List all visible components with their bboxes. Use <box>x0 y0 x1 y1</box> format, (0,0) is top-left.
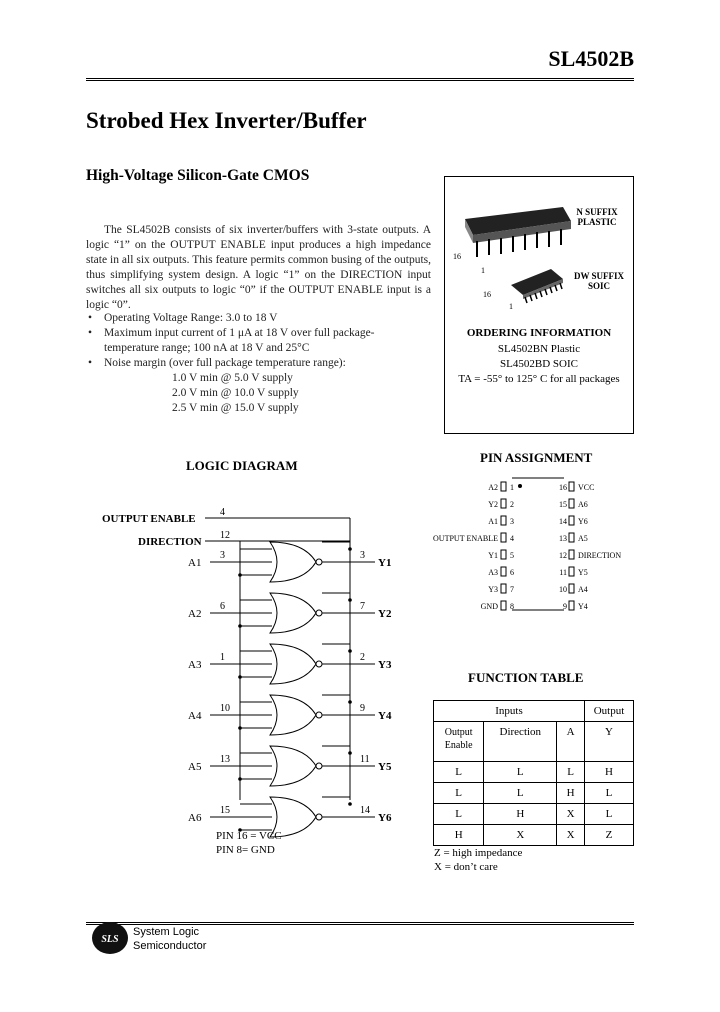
pin-left-name: OUTPUT ENABLE <box>433 534 498 543</box>
logic-diagram-title: LOGIC DIAGRAM <box>186 458 298 473</box>
function-cell: L <box>484 762 557 783</box>
function-cell: L <box>434 762 484 783</box>
gate-input-pin: 15 <box>220 805 230 816</box>
gate-input-pin: 13 <box>220 754 230 765</box>
function-table-title: FUNCTION TABLE <box>468 670 584 685</box>
package-box <box>444 176 634 434</box>
gate-output-pin: 7 <box>360 601 365 612</box>
pin-box-icon <box>569 550 574 559</box>
order-plastic: SL4502BN Plastic <box>497 343 581 355</box>
gate-output-pin: 14 <box>360 805 370 816</box>
gate-output-pin: 2 <box>360 652 365 663</box>
pin-left-name: Y3 <box>488 585 498 594</box>
gate-input-label: A6 <box>188 812 202 824</box>
pin-left-num: 3 <box>510 517 514 526</box>
soic-pin16-label: 16 <box>483 290 491 299</box>
dip-pin16-label: 16 <box>453 252 461 261</box>
pin-left-num: 1 <box>510 483 514 492</box>
dir-label: DIRECTION <box>138 536 202 548</box>
description-text: The SL4502B consists of six inverter/buffers with 3-state outputs. A logic “1” on the OUTPUT ENABLE input produces a high impedance state in all six outputs. This feature permits common busing of the outputs, thus simplifying system design. A logic “1” on the DIRECTION input switches all six outputs to logic “0” if the OUTPUT ENABLE input is a logic “0”. <box>86 224 431 311</box>
function-cell: X <box>557 804 585 825</box>
col-y: Y <box>585 722 634 762</box>
function-cell: L <box>585 804 634 825</box>
pin-box-icon <box>501 601 506 610</box>
nor-gate-1 <box>188 542 391 582</box>
x-note: X = don’t care <box>434 861 498 873</box>
pin-right-name: Y6 <box>578 517 588 526</box>
function-cell: L <box>484 783 557 804</box>
pin-right-name: DIRECTION <box>578 551 622 560</box>
pin-box-icon <box>501 482 506 491</box>
dip-pin1-label: 1 <box>481 266 485 275</box>
pin-row <box>488 482 594 492</box>
pin-note <box>216 829 282 857</box>
company-name-line1: System Logic <box>133 926 200 938</box>
nor-gate-3 <box>188 644 392 684</box>
gate-input-label: A5 <box>188 761 202 773</box>
function-cell: L <box>434 804 484 825</box>
pin-left-num: 5 <box>510 551 514 560</box>
gate-input-label: A2 <box>188 608 202 620</box>
pin-row <box>488 499 588 509</box>
pin-box-icon <box>569 516 574 525</box>
pin-box-icon <box>569 482 574 491</box>
gate-output-label: Y1 <box>378 557 392 569</box>
page-title: Strobed Hex Inverter/Buffer <box>86 108 367 133</box>
col-output-enable: Output Enable <box>434 722 484 762</box>
pin-left-name: A2 <box>488 483 498 492</box>
noise-line-3: 2.5 V min @ 15.0 V supply <box>172 402 299 414</box>
function-cell: Z <box>585 825 634 846</box>
package-illustration <box>445 177 633 317</box>
col-direction: Direction <box>484 722 557 762</box>
pin-right-num: 15 <box>559 500 567 509</box>
pin-assignment-title: PIN ASSIGNMENT <box>480 450 593 465</box>
pin-left-num: 2 <box>510 500 514 509</box>
col-a: A <box>557 722 585 762</box>
pin-left-name: Y1 <box>488 551 498 560</box>
pin-right-name: A5 <box>578 534 588 543</box>
pin1-dot-icon <box>518 484 522 488</box>
soic-pin1-label: 1 <box>509 302 513 311</box>
pin-box-icon <box>569 533 574 542</box>
function-row <box>434 825 634 846</box>
oe-pin: 4 <box>220 507 225 518</box>
pin-left-num: 7 <box>510 585 514 594</box>
pin-left-num: 8 <box>510 602 514 611</box>
pin-right-num: 11 <box>559 568 567 577</box>
inputs-header: Inputs <box>434 701 585 722</box>
part-number: SL4502B <box>548 46 634 71</box>
pin-row <box>488 567 588 577</box>
pin-right-name: A4 <box>578 585 588 594</box>
gate-input-pin: 6 <box>220 601 225 612</box>
gate-output-label: Y4 <box>378 710 392 722</box>
feature-list <box>86 311 431 416</box>
pin-box-icon <box>569 601 574 610</box>
nor-gate-4 <box>188 695 392 735</box>
gate-input-pin: 3 <box>220 550 225 561</box>
noise-line-2: 2.0 V min @ 10.0 V supply <box>172 387 299 399</box>
pin-right-num: 16 <box>559 483 567 492</box>
function-cell: X <box>484 825 557 846</box>
dir-pin: 12 <box>220 530 230 541</box>
sls-logo-icon <box>90 918 130 958</box>
feature-input-current: • Maximum input current of 1 μA at 18 V over full package- <box>86 326 431 341</box>
gate-output-label: Y3 <box>378 659 392 671</box>
function-cell: X <box>557 825 585 846</box>
pin-left-name: Y2 <box>488 500 498 509</box>
function-cell: L <box>434 783 484 804</box>
footer-divider <box>86 922 634 925</box>
noise-line-1: 1.0 V min @ 5.0 V supply <box>172 372 293 384</box>
gnd-note: PIN 8= GND <box>216 844 275 856</box>
gate-output-pin: 3 <box>360 550 365 561</box>
pin-row <box>488 584 588 594</box>
pin-box-icon <box>501 516 506 525</box>
function-cell: H <box>484 804 557 825</box>
pin-row <box>488 516 588 526</box>
gate-group <box>188 542 392 837</box>
feature-noise-margin: • Noise margin (over full package temperature range): <box>86 356 431 371</box>
function-cell: H <box>557 783 585 804</box>
gate-input-label: A1 <box>188 557 202 569</box>
function-cell: L <box>557 762 585 783</box>
title-divider <box>86 78 634 81</box>
description <box>86 223 431 313</box>
oe-label: OUTPUT ENABLE <box>102 513 196 525</box>
n-suffix-label: N SUFFIX PLASTIC <box>576 207 618 227</box>
pin-box-icon <box>569 584 574 593</box>
gate-output-label: Y6 <box>378 812 392 824</box>
ordering-info <box>445 342 633 387</box>
pin-right-name: Y4 <box>578 602 588 611</box>
pin-right-num: 12 <box>559 551 567 560</box>
function-cell: L <box>585 783 634 804</box>
pin-box-icon <box>501 567 506 576</box>
nor-gate-2 <box>188 593 392 633</box>
dw-suffix-label: DW SUFFIX SOIC <box>573 271 625 291</box>
function-cell: H <box>434 825 484 846</box>
vcc-note: PIN 16 = VCC <box>216 830 282 842</box>
pin-left-num: 4 <box>510 534 514 543</box>
pin-left-name: A3 <box>488 568 498 577</box>
output-header: Output <box>585 701 634 722</box>
gate-input-pin: 10 <box>220 703 230 714</box>
soic-package-icon <box>511 269 563 303</box>
nor-gate-5 <box>188 746 392 786</box>
z-note: Z = high impedance <box>434 847 523 859</box>
pin-right-name: Y5 <box>578 568 588 577</box>
pin-right-name: A6 <box>578 500 588 509</box>
gate-input-label: A4 <box>188 710 202 722</box>
logic-diagram <box>90 500 420 830</box>
feature-voltage: • Operating Voltage Range: 3.0 to 18 V <box>86 311 431 326</box>
pin-box-icon <box>501 533 506 542</box>
function-row <box>434 783 634 804</box>
temp-range: TA = -55° to 125° C for all packages <box>458 373 620 385</box>
pin-box-icon <box>501 550 506 559</box>
ordering-title: ORDERING INFORMATION <box>466 327 612 339</box>
pin-right-num: 9 <box>563 602 567 611</box>
pin-box-icon <box>501 584 506 593</box>
page-subtitle: High-Voltage Silicon-Gate CMOS <box>86 167 310 184</box>
order-soic: SL4502BD SOIC <box>500 358 578 370</box>
pin-box-icon <box>501 499 506 508</box>
feature-input-current-cont: temperature range; 100 nA at 18 V and 25°C <box>104 342 310 354</box>
dip-package-icon <box>465 207 571 257</box>
gate-output-label: Y2 <box>378 608 392 620</box>
company-name-line2: Semiconductor <box>133 940 207 952</box>
pin-right-num: 10 <box>559 585 567 594</box>
pin-left-name: GND <box>480 602 498 611</box>
function-table-notes <box>434 846 522 874</box>
function-table <box>433 700 634 846</box>
pin-assignment-diagram <box>433 472 642 622</box>
pin-right-name: VCC <box>578 483 595 492</box>
logo-text: SLS <box>101 934 119 945</box>
pin-box-icon <box>569 499 574 508</box>
gate-output-pin: 11 <box>360 754 370 765</box>
pin-row <box>488 550 621 560</box>
gate-input-label: A3 <box>188 659 202 671</box>
pin-row <box>433 533 588 543</box>
gate-output-pin: 9 <box>360 703 365 714</box>
pin-right-num: 13 <box>559 534 567 543</box>
function-row <box>434 804 634 825</box>
pin-box-icon <box>569 567 574 576</box>
pin-right-num: 14 <box>559 517 567 526</box>
gate-output-label: Y5 <box>378 761 392 773</box>
function-cell: H <box>585 762 634 783</box>
pin-left-name: A1 <box>488 517 498 526</box>
gate-input-pin: 1 <box>220 652 225 663</box>
pin-left-num: 6 <box>510 568 514 577</box>
function-row <box>434 762 634 783</box>
